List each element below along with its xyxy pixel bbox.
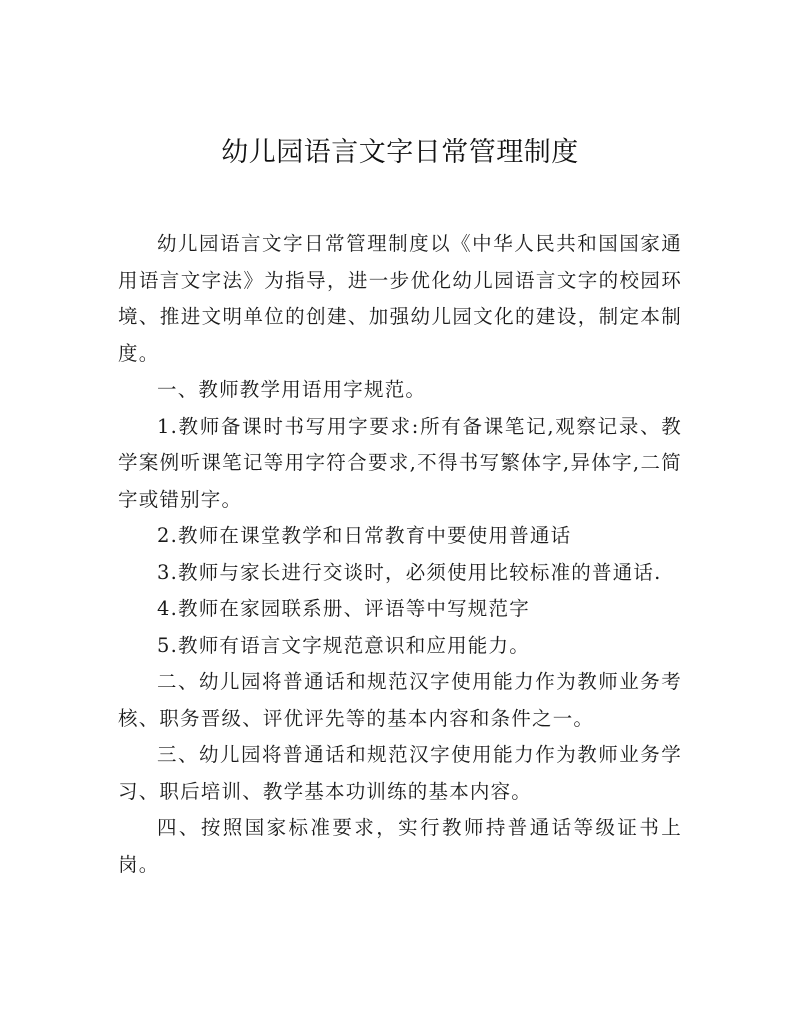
document-body	[118, 226, 682, 883]
section-four-paragraph: 四、按照国家标准要求，实行教师持普通话等级证书上岗。	[118, 816, 682, 876]
document-title: 幼儿园语言文字日常管理制度	[221, 137, 579, 168]
intro-paragraph: 幼儿园语言文字日常管理制度以《中华人民共和国国家通用语言文字法》为指导，进一步优化幼儿园语言文字的校园环境、推进文明单位的创建、加强幼儿园文化的建设，制定本制度。	[118, 232, 682, 365]
section-two-paragraph: 二、幼儿园将普通话和规范汉字使用能力作为教师业务考核、职务晋级、评优评先等的基本内容和条件之一。	[118, 670, 682, 730]
rule-item-3: 3.教师与家长进行交谈时，必须使用比较标准的普通话.	[157, 560, 662, 584]
section-three-paragraph: 三、幼儿园将普通话和规范汉字使用能力作为教师业务学习、职后培训、教学基本功训练的基本内容。	[118, 743, 682, 803]
rule-item-1: 1.教师备课时书写用字要求:所有备课笔记,观察记录、教学案例听课笔记等用字符合要求,不得书写繁体字,异体字,二简字或错别字。	[118, 414, 682, 511]
rule-item-2: 2.教师在课堂教学和日常教育中要使用普通话	[157, 524, 572, 547]
section-one-heading: 一、教师教学用语用字规范。	[157, 378, 427, 401]
rule-item-5: 5.教师有语言文字规范意识和应用能力。	[157, 633, 530, 657]
rule-item-4: 4.教师在家园联系册、评语等中写规范字	[157, 597, 530, 620]
